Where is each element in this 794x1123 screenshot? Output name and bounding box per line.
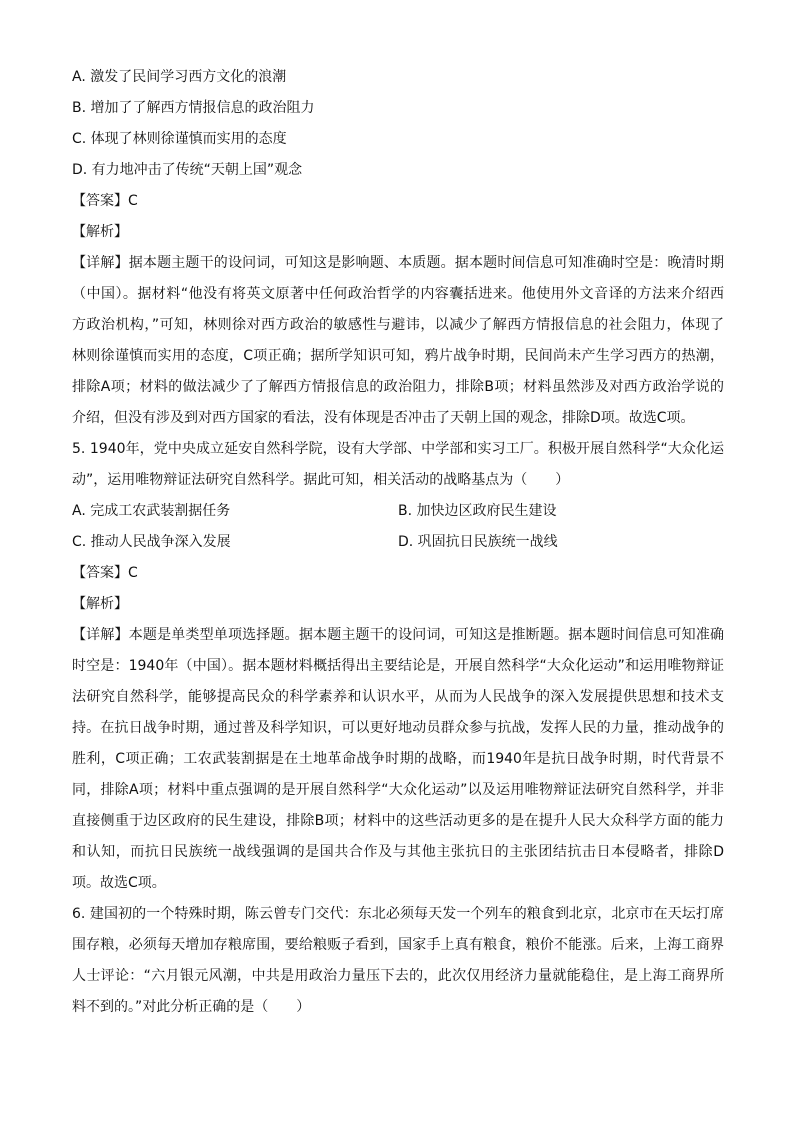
q4-option-d: D. 有力地冲击了传统“天朝上国”观念 (72, 162, 303, 178)
q4-explanation (72, 248, 724, 434)
q6-stem-line: 6. 建国初的一个特殊时期，陈云曾专门交代：东北必须每天发一个列车的粮食到北京，北京市在天坛打席 (72, 906, 724, 922)
q5-explanation-line: 持。在抗日战争时期，通过普及科学知识，可以更好地动员群众参与抗战，发挥人民的力量，推动战争的 (72, 720, 724, 736)
q5-explanation-line: 和认知，而抗日民族统一战线强调的是国共合作及与其他主张抗日的主张团结抗击日本侵略者，排除D (72, 844, 724, 860)
q5-stem-line: 动”，运用唯物辩证法研究自然科学。据此可知，相关活动的战略基点为（ ） (72, 472, 570, 488)
q6-stem-line: 围存粮，必须每天增加存粮席围，要给粮贩子看到，国家手上真有粮食，粮价不能涨。后来，上海工商界 (72, 937, 724, 953)
q4-explanation-line: （中国）。据材料“他没有将英文原著中任何政治哲学的内容囊括进来。他使用外文音译的方法来介绍西 (72, 286, 724, 302)
q5-options-row (72, 496, 724, 527)
q5-explanation-line: 法研究自然科学，能够提高民众的科学素养和认识水平，从而为人民战争的深入发展提供思想和技术支 (72, 689, 724, 705)
q5-explanation-line: 胜利，C项正确；工农武装割据是在土地革命战争时期的战略，而1940年是抗日战争时期，时代背景不 (72, 751, 724, 767)
q4-option-b: B. 增加了了解西方情报信息的政治阻力 (72, 100, 315, 116)
q5-explanation-line: 时空是：1940年（中国）。据本题材料概括得出主要结论是，开展自然科学“大众化运动”和运用唯物辩证 (72, 658, 724, 674)
q4-option-a: A. 激发了民间学习西方文化的浪潮 (72, 69, 287, 85)
q4-answer: 【答案】C (72, 193, 138, 209)
q5-analysis-label: 【解析】 (72, 596, 128, 612)
document-page (72, 62, 724, 1023)
q4-explanation-line: 林则徐谨慎而实用的态度，C项正确；据所学知识可知，鸦片战争时期，民间尚未产生学习西方的热潮， (72, 348, 724, 364)
q6-stem (72, 899, 724, 1023)
q4-option-c: C. 体现了林则徐谨慎而实用的态度 (72, 131, 287, 147)
q5-option-a: A. 完成工农武装割据任务 (72, 503, 231, 519)
q4-explanation-line: 排除A项；材料的做法减少了了解西方情报信息的政治阻力，排除B项；材料虽然涉及对西方政治学说的 (72, 379, 724, 395)
q5-stem (72, 434, 724, 496)
q5-options (72, 496, 724, 558)
q4-analysis-label: 【解析】 (72, 224, 128, 240)
q5-option-d: D. 巩固抗日民族统一战线 (398, 534, 558, 550)
q6-stem-line: 料不到的。”对此分析正确的是（ ） (72, 999, 311, 1015)
q5-explanation (72, 620, 724, 899)
q5-explanation-line: 【详解】本题是单类型单项选择题。据本题主题干的设问词，可知这是推断题。据本题时间信息可知准确 (72, 627, 724, 643)
q5-options-row (72, 527, 724, 558)
q4-options (72, 62, 724, 186)
q5-answer: 【答案】C (72, 565, 138, 581)
q6-stem-line: 人士评论：“六月银元风潮，中共是用政治力量压下去的，此次仅用经济力量就能稳住，是上海工商界所 (72, 968, 724, 984)
q5-explanation-line: 同，排除A项；材料中重点强调的是开展自然科学“大众化运动”以及运用唯物辩证法研究自然科学，并非 (72, 782, 724, 798)
q5-stem-line: 5. 1940年，党中央成立延安自然科学院，设有大学部、中学部和实习工厂。积极开展自然科学“大众化运 (72, 441, 724, 457)
q4-explanation-line: 方政治机构，”可知，林则徐对西方政治的敏感性与避讳，以减少了解西方情报信息的社会阻力，体现了 (72, 317, 724, 333)
q5-option-c: C. 推动人民战争深入发展 (72, 534, 231, 550)
q4-explanation-line: 介绍，但没有涉及到对西方国家的看法，没有体现是否冲击了天朝上国的观念，排除D项。故选C项。 (72, 410, 695, 426)
q4-explanation-line: 【详解】据本题主题干的设问词，可知这是影响题、本质题。据本题时间信息可知准确时空是：晚清时期 (72, 255, 724, 271)
q5-explanation-line: 直接侧重于边区政府的民生建设，排除B项；材料中的这些活动更多的是在提升人民大众科学方面的能力 (72, 813, 724, 829)
q5-explanation-line: 项。故选C项。 (72, 875, 166, 891)
q5-option-b: B. 加快边区政府民生建设 (398, 503, 557, 519)
